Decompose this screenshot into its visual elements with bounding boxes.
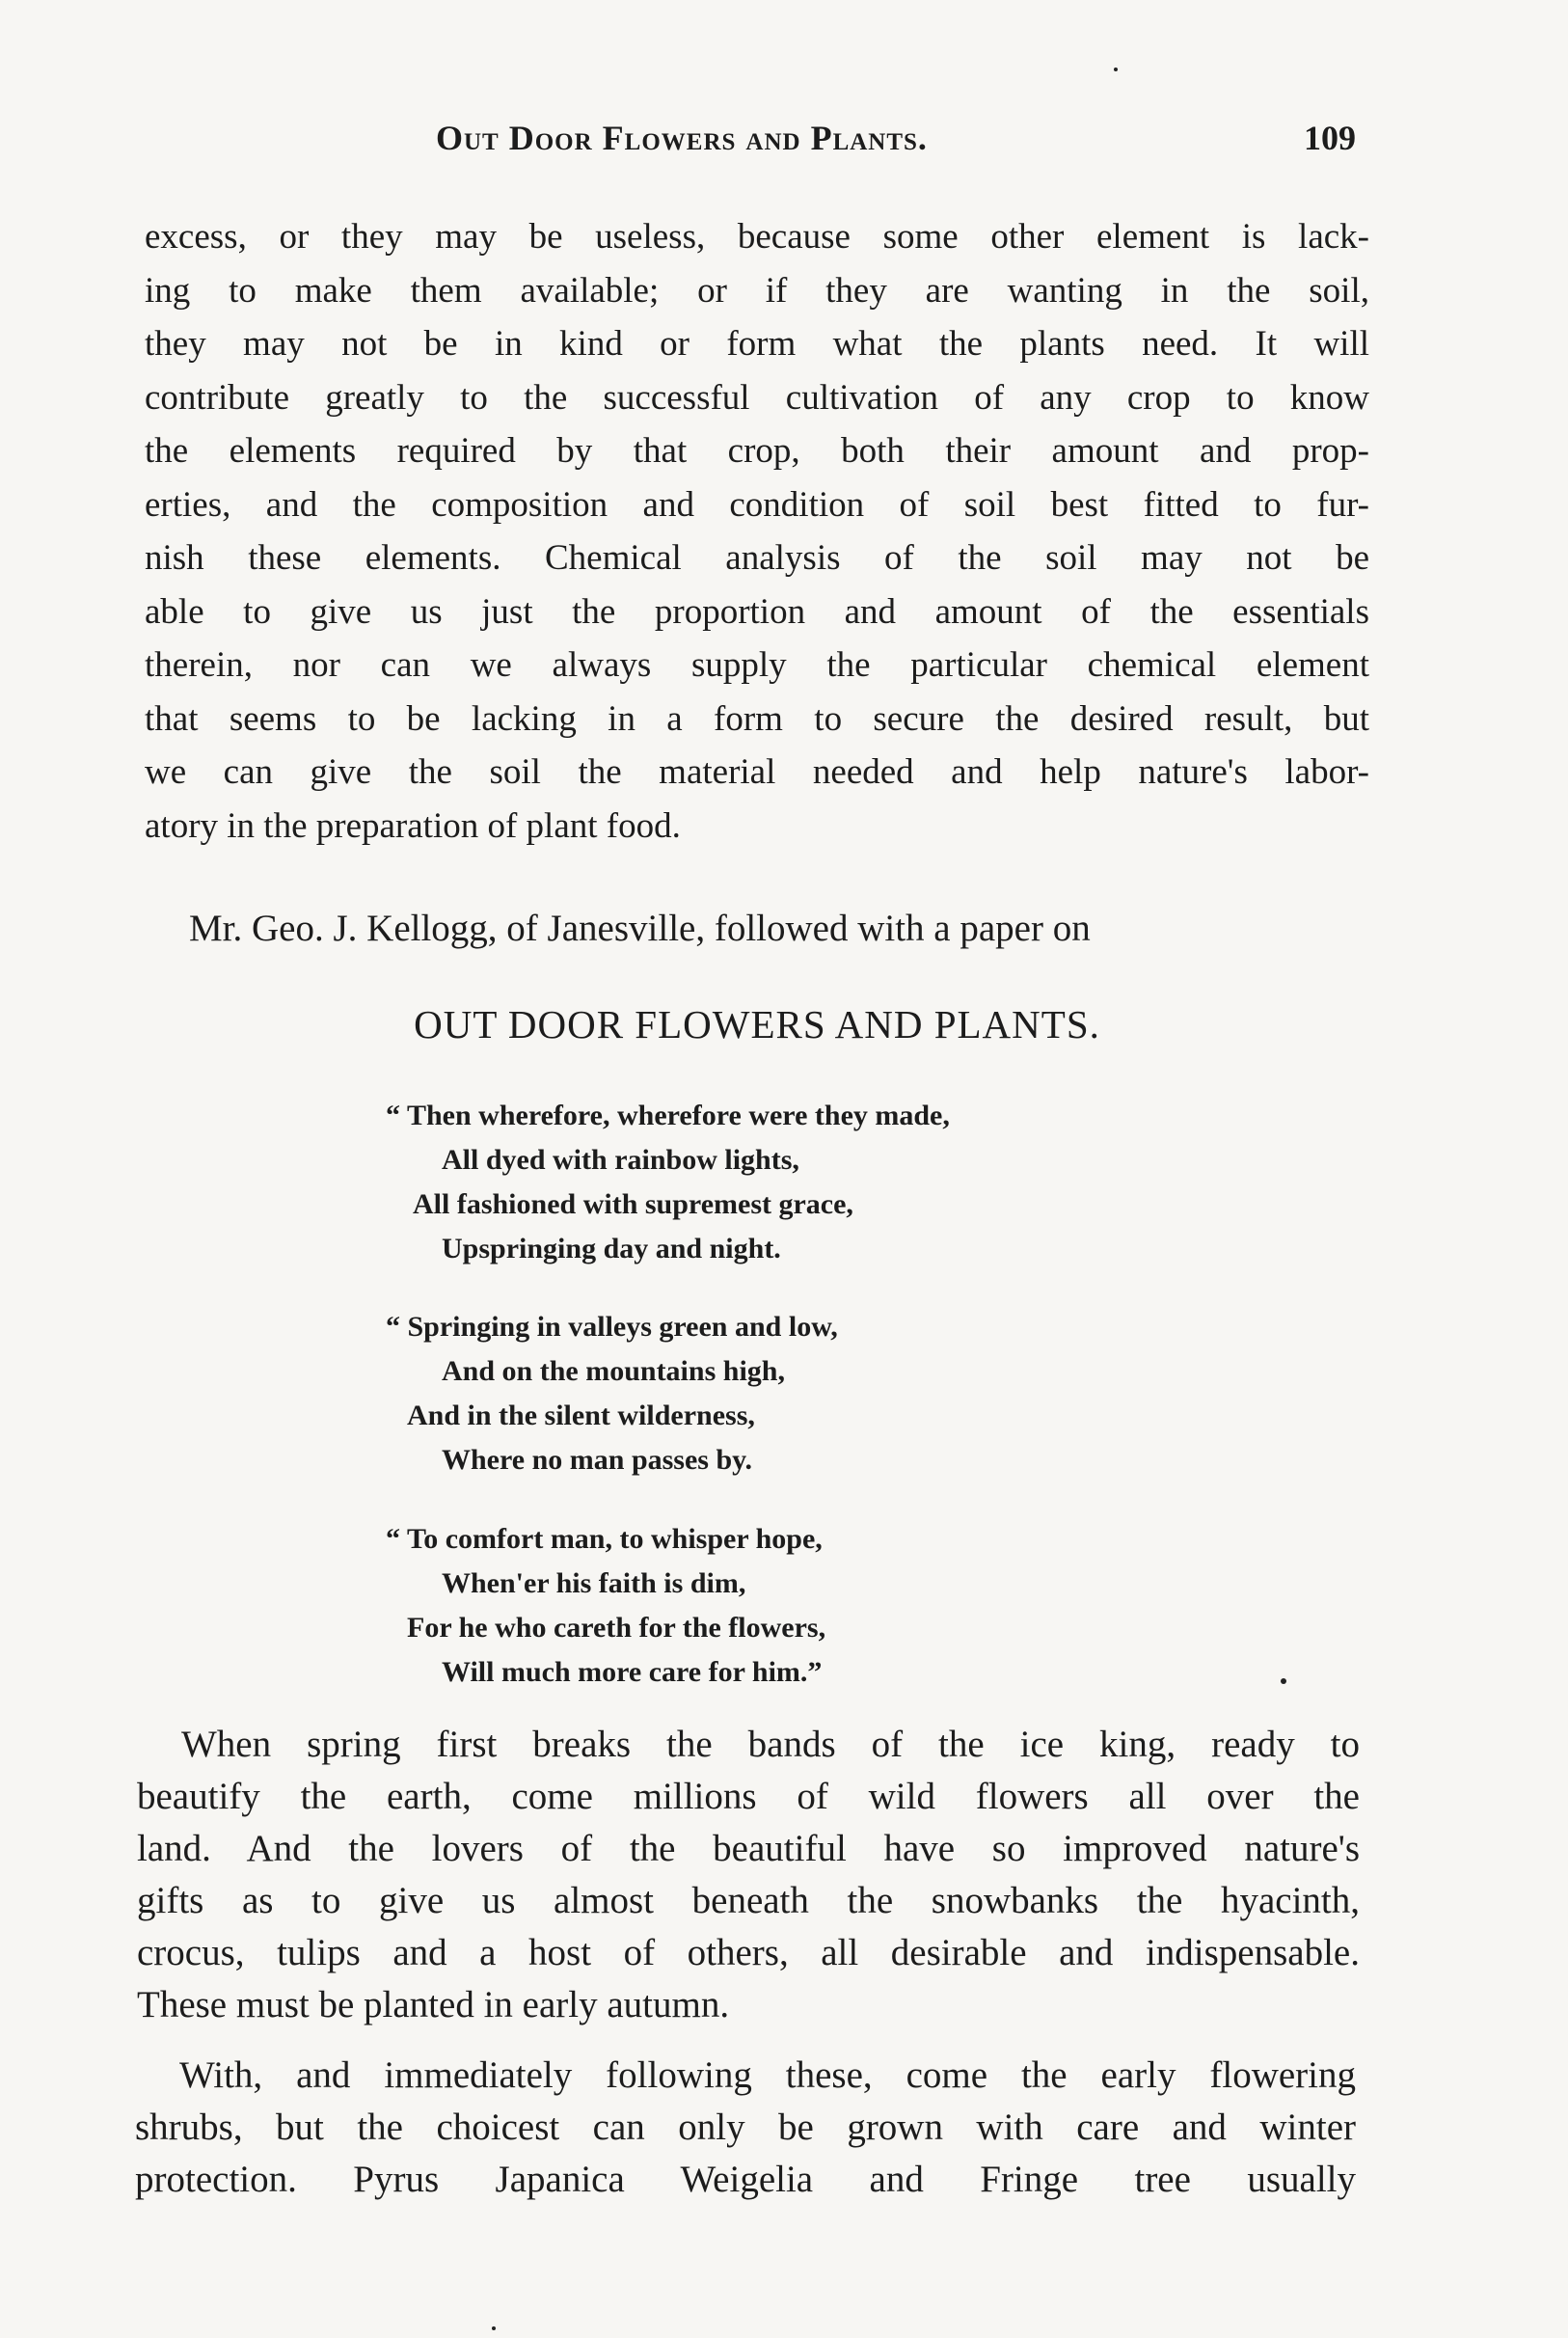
ink-speck <box>492 2326 496 2330</box>
poem-verse: For he who careth for the flowers, <box>407 1612 826 1644</box>
paragraph-3 <box>137 1719 1360 2031</box>
poem-stanza <box>386 1094 1157 1271</box>
poem-verse: Upspringing day and night. <box>442 1233 781 1264</box>
text-line: therein, nor can we always supply the particular chemical element <box>145 645 1369 685</box>
poem-verse: When'er his faith is dim, <box>442 1567 746 1599</box>
text-line: excess, or they may be useless, because some other element is lack- <box>145 217 1369 257</box>
ink-speck <box>1114 68 1118 71</box>
text-line: we can give the soil the material needed and help nature's labor- <box>145 752 1369 792</box>
text-line: When spring first breaks the bands of the ice king, ready to <box>181 1724 1360 1765</box>
poem-verse: Will much more care for him.” <box>442 1656 823 1688</box>
text-line: ing to make them available; or if they are wanting in the soil, <box>145 270 1369 311</box>
paragraph-4 <box>135 2050 1356 2206</box>
text-line: With, and immediately following these, come the early flowering <box>179 2054 1356 2096</box>
paragraph-1 <box>145 210 1369 853</box>
poem-verse: “ Springing in valleys green and low, <box>386 1311 838 1343</box>
text-line: crocus, tulips and a host of others, all desirable and indispensable. <box>137 1932 1360 1973</box>
text-line: erties, and the composition and condition of soil best fitted to fur- <box>145 484 1369 525</box>
poem-stanza <box>386 1517 1157 1695</box>
text-line: they may not be in kind or form what the plants need. It will <box>145 324 1369 364</box>
text-line: the elements required by that crop, both their amount and prop- <box>145 431 1369 471</box>
poem-verse: And on the mountains high, <box>442 1355 785 1387</box>
poem-verse: “ Then wherefore, wherefore were they made, <box>386 1100 950 1131</box>
poem-verse: Where no man passes by. <box>442 1444 753 1476</box>
running-head: Out Door Flowers and Plants. <box>436 119 928 157</box>
poem-verse: And in the silent wilderness, <box>407 1400 755 1431</box>
text-line: protection. Pyrus Japanica Weigelia and Fringe tree usually <box>135 2159 1356 2200</box>
text-line: land. And the lovers of the beautiful have so improved nature's <box>137 1828 1360 1869</box>
text-line: shrubs, but the choicest can only be grown with care and winter <box>135 2107 1356 2148</box>
ink-speck <box>1281 1678 1286 1684</box>
text-line: beautify the earth, come millions of wild flowers all over the <box>137 1776 1360 1817</box>
text-line: These must be planted in early autumn. <box>137 1984 730 2025</box>
poem-stanza <box>386 1305 1157 1482</box>
text-line: that seems to be lacking in a form to secure the desired result, but <box>145 698 1369 739</box>
text-line: gifts as to give us almost beneath the snowbanks the hyacinth, <box>137 1880 1360 1921</box>
poem-verse: “ To comfort man, to whisper hope, <box>386 1523 823 1555</box>
text-line: able to give us just the proportion and amount of the essentials <box>145 591 1369 632</box>
article-title: OUT DOOR FLOWERS AND PLANTS. <box>414 1002 1100 1047</box>
poem-verse: All dyed with rainbow lights, <box>442 1144 799 1176</box>
page-number: 109 <box>1304 119 1356 157</box>
text-line: contribute greatly to the successful cultivation of any crop to know <box>145 377 1369 418</box>
text-line: atory in the preparation of plant food. <box>145 805 681 846</box>
poem-verse: All fashioned with supremest grace, <box>413 1188 853 1220</box>
intro-line: Mr. Geo. J. Kellogg, of Janesville, followed with a paper on <box>189 908 1091 949</box>
text-line: nish these elements. Chemical analysis of the soil may not be <box>145 538 1369 578</box>
